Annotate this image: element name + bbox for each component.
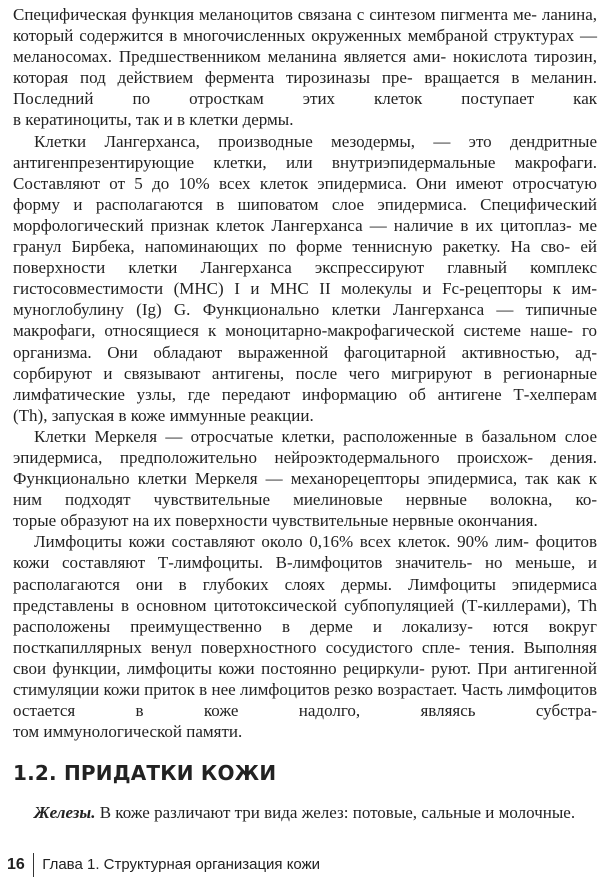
- text-line: муноглобулину (Ig) G. Функционально клетки Лангерханса — типичные: [13, 300, 597, 320]
- text-line: Составляют от 5 до 10% всех клеток эпидермиса. Они имеют отросчатую: [13, 173, 597, 193]
- glands-text: [13, 802, 597, 823]
- paragraph-melanocytes-end: [13, 109, 597, 130]
- text-line: так как к ним подходят чувствительные миелиновые нервные волокна, ко-: [13, 469, 597, 510]
- text-line: лимфатические узлы, где передают информацию об антигене Т-хелперам: [13, 384, 597, 404]
- paragraph-langerhans-end: [13, 405, 597, 426]
- footer-divider: [33, 853, 35, 877]
- text-line: Специфическая функция меланоцитов связана с синтезом пигмента ме-: [13, 5, 537, 24]
- text-line: гистосовместимости (MHC) I и MHC II молекулы и Fc-рецепторы к им-: [13, 279, 597, 299]
- text-line: Клетки Лангерханса, производные мезодермы, — это дендритные: [34, 131, 597, 151]
- text-line: форму и располагаются в шиповатом слое эпидермиса. Специфический: [13, 194, 597, 214]
- text-line: го организма. Они обладают выраженной фагоцитарной активностью, ад-: [13, 321, 598, 362]
- text-line: том иммунологической памяти.: [13, 722, 243, 742]
- text-line: и молочные.: [485, 803, 576, 822]
- text-line: Клетки Меркеля — отросчатые клетки, расположенные в базальном: [34, 426, 557, 446]
- page-number: 16: [7, 855, 25, 873]
- text-line: макрофаги, относящиеся к моноцитарно-макрофагической системе наше-: [13, 321, 573, 341]
- paragraph-langerhans: [13, 131, 597, 405]
- paragraph-lymphocytes-end: [13, 721, 597, 742]
- text-line: структурах — меланосомах. Предшественником меланина является ами-: [13, 26, 598, 67]
- text-line: тения. Выполняя свои функции, лимфоциты кожи постоянно рециркули-: [13, 637, 597, 678]
- text-line: дения. Функционально клетки Меркеля — механорецепторы эпидермиса,: [13, 447, 597, 489]
- text-line: антигенпрезентирующие клетки, или внутриэпидермальные макрофаги.: [13, 152, 597, 172]
- text-line: В коже различают три вида желез: потовые, сальные: [99, 803, 482, 822]
- page-footer: [7, 852, 320, 877]
- text-line: торые образуют на их поверхности чувствительные нервные окончания.: [13, 511, 538, 531]
- chapter-title: Глава 1. Структурная организация кожи: [42, 856, 321, 873]
- text-line: слое эпидермиса, предположительно нейроэктодермального происхож-: [13, 426, 597, 467]
- text-line: нокислота тирозин, которая под действием фермента тирозиназы пре-: [13, 47, 598, 88]
- text-line: ей поверхности клетки Лангерханса экспрессируют главный комплекс: [13, 237, 598, 278]
- text-line: ются вокруг посткапиллярных венул поверхностного сосудистого спле-: [13, 616, 597, 657]
- text-line: руют. При антигенной стимуляции кожи приток в нее лимфоцитов резко: [13, 658, 597, 699]
- text-line: ланина, который содержится в многочисленных окруженных мембраной: [13, 5, 597, 46]
- text-line: эпидермиса представлены в основном цитотоксической субпопуляцией: [13, 574, 597, 615]
- text-line: Лимфоциты кожи составляют около 0,16% всех клеток. 90% лим-: [34, 532, 529, 552]
- text-line: возрастает. Часть лимфоцитов остается в коже надолго, являясь субстра-: [13, 680, 598, 721]
- text-line: фоцитов кожи составляют Т-лимфоциты. В-лимфоцитов значитель-: [13, 532, 598, 573]
- glands-paragraph: [13, 802, 597, 823]
- text-line: сорбируют и связывают антигены, после чего мигрируют в регионарные: [13, 363, 597, 383]
- glands-term: Железы.: [34, 803, 96, 822]
- text-line: (Th), запуская в коже иммунные реакции.: [13, 405, 314, 425]
- paragraph-merkel: [13, 426, 597, 510]
- text-line: морфологический признак клеток Лангерханса — наличие в их цитоплаз-: [13, 215, 572, 235]
- section-heading: 1.2. ПРИДАТКИ КОЖИ: [13, 761, 277, 785]
- text-line: (Т-киллерами), Th расположены преимущественно в дерме и локализу-: [13, 595, 597, 636]
- paragraph-lymphocytes: [13, 531, 597, 721]
- text-line: вращается в меланин. Последний по отросткам этих клеток поступает как: [13, 68, 597, 109]
- text-line: ме гранул Бирбека, напоминающих по форме теннисную ракетку. На сво-: [13, 215, 598, 257]
- text-line: но меньше, и располагаются они в глубоких слоях дермы. Лимфоциты: [13, 553, 597, 594]
- body-text: [13, 4, 597, 742]
- paragraph-merkel-end: [13, 510, 597, 531]
- text-line: в кератиноциты, так и в клетки дермы.: [13, 110, 294, 130]
- paragraph-melanocytes: [13, 4, 597, 109]
